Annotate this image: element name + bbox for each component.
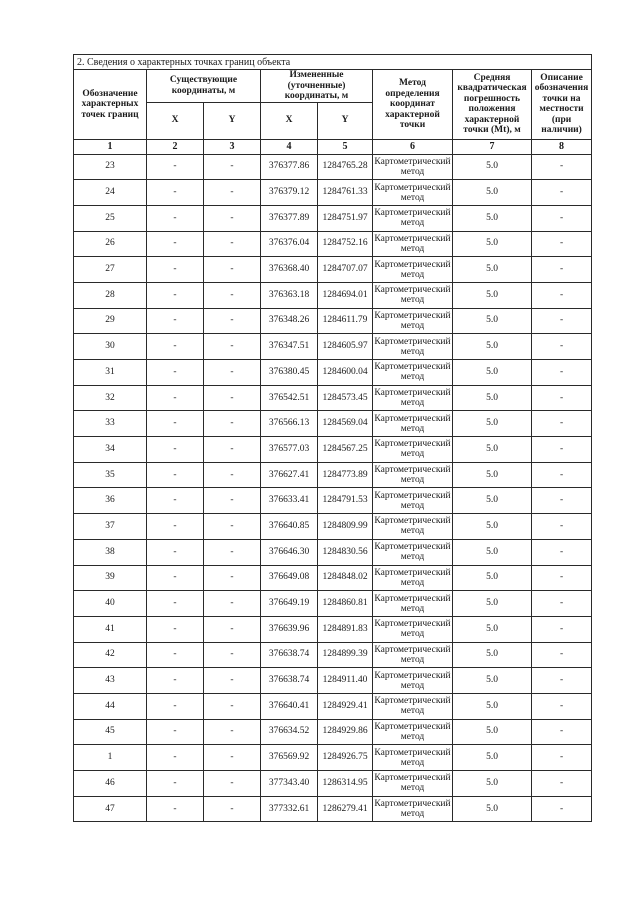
- cell-mt: 5.0: [453, 796, 532, 822]
- cell-y: 1284899.39: [318, 642, 373, 668]
- cell-mt: 5.0: [453, 771, 532, 797]
- cell-point-id: 39: [74, 565, 147, 591]
- cell-point-id: 28: [74, 282, 147, 308]
- cell-existing-x: -: [147, 334, 204, 360]
- cell-existing-y: -: [204, 668, 261, 694]
- cell-existing-x: -: [147, 488, 204, 514]
- cell-existing-y: -: [204, 796, 261, 822]
- cell-existing-y: -: [204, 745, 261, 771]
- header-changed-y: Y: [318, 102, 373, 139]
- cell-x: 376376.04: [261, 231, 318, 257]
- cell-mt: 5.0: [453, 462, 532, 488]
- cell-point-id: 42: [74, 642, 147, 668]
- cell-existing-y: -: [204, 257, 261, 283]
- cell-mt: 5.0: [453, 231, 532, 257]
- cell-point-id: 45: [74, 719, 147, 745]
- cell-description: -: [532, 565, 592, 591]
- header-changed: Измененные (уточненные) координаты, м: [261, 70, 373, 103]
- cell-description: -: [532, 693, 592, 719]
- cell-existing-x: -: [147, 796, 204, 822]
- cell-method: Картометрический метод: [373, 693, 453, 719]
- cell-point-id: 41: [74, 616, 147, 642]
- cell-existing-y: -: [204, 231, 261, 257]
- cell-existing-x: -: [147, 411, 204, 437]
- cell-existing-x: -: [147, 385, 204, 411]
- column-number: 7: [453, 139, 532, 154]
- column-numbers-row: [74, 139, 592, 154]
- cell-point-id: 46: [74, 771, 147, 797]
- cell-existing-x: -: [147, 565, 204, 591]
- cell-description: -: [532, 308, 592, 334]
- cell-description: -: [532, 462, 592, 488]
- cell-method: Картометрический метод: [373, 360, 453, 386]
- cell-method: Картометрический метод: [373, 719, 453, 745]
- header-existing-x: X: [147, 102, 204, 139]
- cell-y: 1284926.75: [318, 745, 373, 771]
- cell-y: 1284694.01: [318, 282, 373, 308]
- cell-existing-y: -: [204, 514, 261, 540]
- cell-mt: 5.0: [453, 693, 532, 719]
- cell-point-id: 33: [74, 411, 147, 437]
- cell-method: Картометрический метод: [373, 488, 453, 514]
- cell-existing-y: -: [204, 180, 261, 206]
- cell-existing-x: -: [147, 282, 204, 308]
- cell-description: -: [532, 154, 592, 180]
- cell-existing-y: -: [204, 282, 261, 308]
- cell-y: 1284707.07: [318, 257, 373, 283]
- cell-point-id: 43: [74, 668, 147, 694]
- cell-existing-y: -: [204, 591, 261, 617]
- cell-x: 376377.86: [261, 154, 318, 180]
- cell-y: 1284569.04: [318, 411, 373, 437]
- cell-x: 376380.45: [261, 360, 318, 386]
- table-row: [74, 154, 592, 180]
- cell-y: 1284860.81: [318, 591, 373, 617]
- cell-description: -: [532, 514, 592, 540]
- cell-existing-y: -: [204, 719, 261, 745]
- table-row: [74, 488, 592, 514]
- cell-mt: 5.0: [453, 411, 532, 437]
- cell-point-id: 31: [74, 360, 147, 386]
- cell-mt: 5.0: [453, 334, 532, 360]
- cell-point-id: 27: [74, 257, 147, 283]
- cell-description: -: [532, 411, 592, 437]
- table-row: [74, 180, 592, 206]
- cell-method: Картометрический метод: [373, 745, 453, 771]
- cell-description: -: [532, 334, 592, 360]
- cell-existing-x: -: [147, 154, 204, 180]
- table-row: [74, 719, 592, 745]
- cell-x: 376638.74: [261, 642, 318, 668]
- cell-y: 1286279.41: [318, 796, 373, 822]
- cell-method: Картометрический метод: [373, 514, 453, 540]
- cell-existing-x: -: [147, 308, 204, 334]
- cell-x: 376348.26: [261, 308, 318, 334]
- cell-x: 376368.40: [261, 257, 318, 283]
- cell-existing-x: -: [147, 591, 204, 617]
- table-row: [74, 257, 592, 283]
- cell-point-id: 23: [74, 154, 147, 180]
- cell-method: Картометрический метод: [373, 205, 453, 231]
- cell-y: 1284567.25: [318, 437, 373, 463]
- cell-y: 1284911.40: [318, 668, 373, 694]
- cell-existing-x: -: [147, 257, 204, 283]
- cell-method: Картометрический метод: [373, 257, 453, 283]
- cell-description: -: [532, 591, 592, 617]
- cell-point-id: 24: [74, 180, 147, 206]
- cell-existing-x: -: [147, 616, 204, 642]
- cell-method: Картометрический метод: [373, 771, 453, 797]
- cell-description: -: [532, 282, 592, 308]
- cell-existing-y: -: [204, 360, 261, 386]
- cell-method: Картометрический метод: [373, 154, 453, 180]
- cell-method: Картометрический метод: [373, 462, 453, 488]
- cell-description: -: [532, 539, 592, 565]
- cell-existing-y: -: [204, 334, 261, 360]
- cell-method: Картометрический метод: [373, 668, 453, 694]
- table-row: [74, 642, 592, 668]
- boundary-points-table: [73, 54, 592, 822]
- cell-existing-y: -: [204, 308, 261, 334]
- cell-x: 376634.52: [261, 719, 318, 745]
- cell-mt: 5.0: [453, 282, 532, 308]
- cell-method: Картометрический метод: [373, 411, 453, 437]
- cell-mt: 5.0: [453, 488, 532, 514]
- cell-description: -: [532, 205, 592, 231]
- table-row: [74, 385, 592, 411]
- cell-method: Картометрический метод: [373, 539, 453, 565]
- cell-point-id: 40: [74, 591, 147, 617]
- cell-y: 1284611.79: [318, 308, 373, 334]
- cell-y: 1284751.97: [318, 205, 373, 231]
- column-number: 4: [261, 139, 318, 154]
- cell-description: -: [532, 437, 592, 463]
- cell-x: 376577.03: [261, 437, 318, 463]
- column-number: 3: [204, 139, 261, 154]
- cell-point-id: 32: [74, 385, 147, 411]
- cell-description: -: [532, 642, 592, 668]
- cell-y: 1284929.86: [318, 719, 373, 745]
- cell-point-id: 29: [74, 308, 147, 334]
- cell-existing-x: -: [147, 668, 204, 694]
- cell-description: -: [532, 488, 592, 514]
- cell-x: 376569.92: [261, 745, 318, 771]
- cell-point-id: 47: [74, 796, 147, 822]
- cell-mt: 5.0: [453, 565, 532, 591]
- cell-method: Картометрический метод: [373, 437, 453, 463]
- cell-x: 376639.96: [261, 616, 318, 642]
- cell-x: 376646.30: [261, 539, 318, 565]
- cell-x: 376566.13: [261, 411, 318, 437]
- header-existing-y: Y: [204, 102, 261, 139]
- cell-x: 376627.41: [261, 462, 318, 488]
- cell-existing-x: -: [147, 745, 204, 771]
- cell-description: -: [532, 745, 592, 771]
- cell-description: -: [532, 360, 592, 386]
- header-existing: Существующие координаты, м: [147, 70, 261, 103]
- cell-existing-y: -: [204, 488, 261, 514]
- cell-y: 1284891.83: [318, 616, 373, 642]
- cell-existing-y: -: [204, 642, 261, 668]
- table-row: [74, 796, 592, 822]
- table-row: [74, 462, 592, 488]
- cell-method: Картометрический метод: [373, 308, 453, 334]
- cell-mt: 5.0: [453, 514, 532, 540]
- cell-existing-y: -: [204, 385, 261, 411]
- cell-description: -: [532, 231, 592, 257]
- document-sheet: [73, 54, 591, 822]
- cell-existing-y: -: [204, 437, 261, 463]
- section-title: 2. Сведения о характерных точках границ объекта: [74, 55, 592, 70]
- cell-point-id: 35: [74, 462, 147, 488]
- table-row: [74, 565, 592, 591]
- cell-existing-x: -: [147, 437, 204, 463]
- table-row: [74, 334, 592, 360]
- cell-y: 1284791.53: [318, 488, 373, 514]
- cell-existing-x: -: [147, 462, 204, 488]
- table-row: [74, 771, 592, 797]
- cell-x: 376347.51: [261, 334, 318, 360]
- cell-y: 1284600.04: [318, 360, 373, 386]
- cell-mt: 5.0: [453, 668, 532, 694]
- cell-x: 377343.40: [261, 771, 318, 797]
- cell-existing-x: -: [147, 514, 204, 540]
- table-row: [74, 591, 592, 617]
- cell-method: Картометрический метод: [373, 642, 453, 668]
- cell-description: -: [532, 385, 592, 411]
- cell-mt: 5.0: [453, 205, 532, 231]
- cell-existing-y: -: [204, 616, 261, 642]
- cell-x: 376640.85: [261, 514, 318, 540]
- cell-method: Картометрический метод: [373, 334, 453, 360]
- cell-existing-x: -: [147, 719, 204, 745]
- cell-y: 1284830.56: [318, 539, 373, 565]
- cell-mt: 5.0: [453, 385, 532, 411]
- cell-y: 1284809.99: [318, 514, 373, 540]
- table-row: [74, 360, 592, 386]
- cell-existing-x: -: [147, 180, 204, 206]
- cell-x: 376640.41: [261, 693, 318, 719]
- cell-existing-y: -: [204, 411, 261, 437]
- cell-existing-x: -: [147, 539, 204, 565]
- cell-method: Картометрический метод: [373, 385, 453, 411]
- table-row: [74, 411, 592, 437]
- table-row: [74, 616, 592, 642]
- header-description: Описание обозначения точки на местности (при наличии): [532, 70, 592, 140]
- cell-y: 1284605.97: [318, 334, 373, 360]
- cell-existing-y: -: [204, 205, 261, 231]
- cell-mt: 5.0: [453, 437, 532, 463]
- cell-description: -: [532, 616, 592, 642]
- column-number: 5: [318, 139, 373, 154]
- cell-mt: 5.0: [453, 180, 532, 206]
- header-error: Средняя квадратическая погрешность положения характерной точки (Mt), м: [453, 70, 532, 140]
- cell-x: 376649.19: [261, 591, 318, 617]
- cell-existing-x: -: [147, 231, 204, 257]
- cell-y: 1284929.41: [318, 693, 373, 719]
- cell-x: 376638.74: [261, 668, 318, 694]
- cell-x: 376649.08: [261, 565, 318, 591]
- cell-point-id: 1: [74, 745, 147, 771]
- cell-method: Картометрический метод: [373, 796, 453, 822]
- cell-mt: 5.0: [453, 642, 532, 668]
- cell-existing-x: -: [147, 693, 204, 719]
- cell-y: 1284765.28: [318, 154, 373, 180]
- cell-mt: 5.0: [453, 719, 532, 745]
- cell-mt: 5.0: [453, 257, 532, 283]
- table-row: [74, 745, 592, 771]
- cell-y: 1284761.33: [318, 180, 373, 206]
- table-row: [74, 282, 592, 308]
- cell-y: 1284752.16: [318, 231, 373, 257]
- cell-method: Картометрический метод: [373, 616, 453, 642]
- cell-x: 376633.41: [261, 488, 318, 514]
- cell-existing-x: -: [147, 642, 204, 668]
- cell-y: 1284848.02: [318, 565, 373, 591]
- cell-existing-x: -: [147, 205, 204, 231]
- header-method: Метод определения координат характерной точки: [373, 70, 453, 140]
- cell-mt: 5.0: [453, 745, 532, 771]
- cell-x: 376363.18: [261, 282, 318, 308]
- header-point: Обозначение характерных точек границ: [74, 70, 147, 140]
- cell-method: Картометрический метод: [373, 591, 453, 617]
- cell-point-id: 30: [74, 334, 147, 360]
- cell-mt: 5.0: [453, 360, 532, 386]
- cell-point-id: 44: [74, 693, 147, 719]
- column-number: 8: [532, 139, 592, 154]
- cell-description: -: [532, 796, 592, 822]
- table-row: [74, 437, 592, 463]
- table-row: [74, 308, 592, 334]
- cell-description: -: [532, 719, 592, 745]
- cell-existing-y: -: [204, 154, 261, 180]
- table-row: [74, 539, 592, 565]
- table-row: [74, 205, 592, 231]
- cell-method: Картометрический метод: [373, 231, 453, 257]
- cell-description: -: [532, 257, 592, 283]
- cell-x: 376542.51: [261, 385, 318, 411]
- cell-x: 376377.89: [261, 205, 318, 231]
- cell-mt: 5.0: [453, 591, 532, 617]
- cell-point-id: 38: [74, 539, 147, 565]
- cell-existing-x: -: [147, 771, 204, 797]
- table-row: [74, 693, 592, 719]
- cell-description: -: [532, 668, 592, 694]
- cell-mt: 5.0: [453, 308, 532, 334]
- cell-mt: 5.0: [453, 539, 532, 565]
- cell-method: Картометрический метод: [373, 180, 453, 206]
- column-number: 6: [373, 139, 453, 154]
- cell-mt: 5.0: [453, 154, 532, 180]
- cell-method: Картометрический метод: [373, 282, 453, 308]
- table-row: [74, 231, 592, 257]
- cell-point-id: 36: [74, 488, 147, 514]
- cell-y: 1284573.45: [318, 385, 373, 411]
- cell-x: 377332.61: [261, 796, 318, 822]
- table-row: [74, 668, 592, 694]
- cell-method: Картометрический метод: [373, 565, 453, 591]
- cell-existing-y: -: [204, 565, 261, 591]
- table-row: [74, 514, 592, 540]
- column-number: 1: [74, 139, 147, 154]
- cell-point-id: 34: [74, 437, 147, 463]
- cell-existing-y: -: [204, 462, 261, 488]
- cell-existing-y: -: [204, 539, 261, 565]
- cell-mt: 5.0: [453, 616, 532, 642]
- cell-point-id: 26: [74, 231, 147, 257]
- cell-existing-x: -: [147, 360, 204, 386]
- cell-existing-y: -: [204, 693, 261, 719]
- cell-x: 376379.12: [261, 180, 318, 206]
- cell-existing-y: -: [204, 771, 261, 797]
- header-changed-x: X: [261, 102, 318, 139]
- cell-description: -: [532, 771, 592, 797]
- cell-point-id: 37: [74, 514, 147, 540]
- cell-y: 1284773.89: [318, 462, 373, 488]
- cell-point-id: 25: [74, 205, 147, 231]
- column-number: 2: [147, 139, 204, 154]
- cell-description: -: [532, 180, 592, 206]
- cell-y: 1286314.95: [318, 771, 373, 797]
